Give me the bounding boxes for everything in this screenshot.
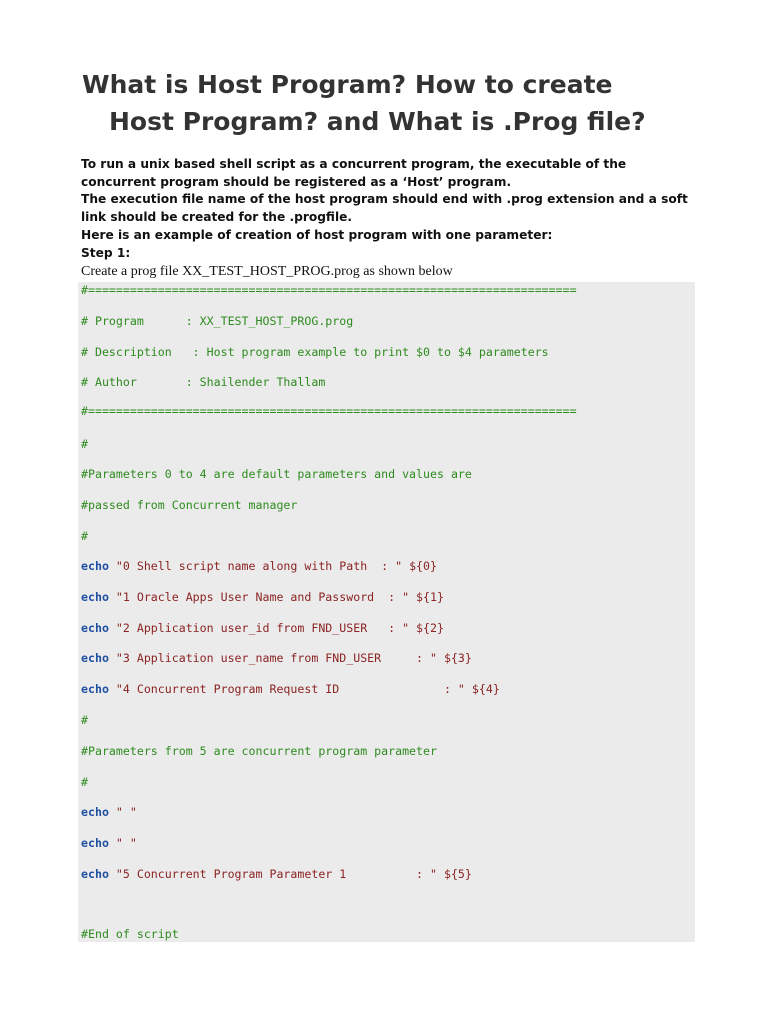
code-description-line: # Description : Host program example to print $0 to $4 parameters — [81, 345, 549, 359]
code-comment: # — [81, 713, 88, 727]
code-comment: #Parameters 0 to 4 are default parameters and values are — [81, 467, 472, 481]
echo-keyword: echo — [81, 682, 109, 696]
echo-keyword: echo — [81, 805, 109, 819]
code-echo-line — [81, 804, 137, 820]
intro-paragraph-3: Here is an example of creation of host program with one parameter: — [81, 227, 553, 242]
echo-keyword: echo — [81, 867, 109, 881]
title-line-2: Host Program? and What is .Prog file? — [109, 107, 646, 136]
code-echo-line — [81, 620, 444, 636]
intro-text — [81, 156, 701, 262]
page-title — [82, 66, 722, 140]
code-separator: #====================================================================== — [81, 283, 577, 297]
echo-string: "3 Application user_name from FND_USER : " — [108, 651, 444, 665]
echo-string: "2 Application user_id from FND_USER : " — [108, 621, 417, 635]
code-comment: #End of script — [81, 927, 179, 941]
echo-string: "4 Concurrent Program Request ID : " — [108, 682, 472, 696]
code-block — [78, 282, 695, 942]
code-separator: #====================================================================== — [81, 404, 577, 418]
code-echo-line — [81, 589, 444, 605]
echo-string: " " — [108, 805, 137, 819]
step-label: Step 1: — [81, 245, 131, 260]
echo-variable: ${1} — [416, 590, 444, 604]
code-comment: #passed from Concurrent manager — [81, 498, 298, 512]
code-author-line: # Author : Shailender Thallam — [81, 375, 326, 389]
step-description: Create a prog file XX_TEST_HOST_PROG.prog as shown below — [81, 264, 453, 279]
echo-string: "5 Concurrent Program Parameter 1 : " — [108, 867, 444, 881]
title-line-1: What is Host Program? How to create — [82, 70, 613, 99]
echo-keyword: echo — [81, 621, 109, 635]
echo-string: " " — [108, 836, 137, 850]
code-echo-line — [81, 681, 500, 697]
echo-keyword: echo — [81, 836, 109, 850]
echo-keyword: echo — [81, 559, 109, 573]
echo-string: "1 Oracle Apps User Name and Password : " — [108, 590, 417, 604]
echo-variable: ${4} — [471, 682, 500, 696]
echo-keyword: echo — [81, 590, 109, 604]
code-comment: # — [81, 437, 88, 451]
echo-variable: ${5} — [443, 867, 472, 881]
code-comment: #Parameters from 5 are concurrent program parameter — [81, 744, 437, 758]
echo-keyword: echo — [81, 651, 109, 665]
echo-variable: ${2} — [416, 621, 444, 635]
code-comment: # — [81, 529, 88, 543]
echo-variable: ${3} — [443, 651, 472, 665]
code-comment: # — [81, 775, 88, 789]
echo-string: "0 Shell script name along with Path : " — [108, 559, 410, 573]
code-echo-line — [81, 866, 472, 882]
code-echo-line — [81, 835, 137, 851]
code-echo-line — [81, 650, 472, 666]
code-echo-line — [81, 558, 437, 574]
intro-paragraph-1: To run a unix based shell script as a concurrent program, the executable of the concurrent program should be registered as a ‘Host’ program. — [81, 157, 627, 189]
echo-variable: ${0} — [409, 559, 437, 573]
code-program-line: # Program : XX_TEST_HOST_PROG.prog — [81, 314, 354, 328]
intro-paragraph-2: The execution file name of the host program should end with .prog extension and a soft link should be created for the .progfile. — [81, 192, 688, 225]
